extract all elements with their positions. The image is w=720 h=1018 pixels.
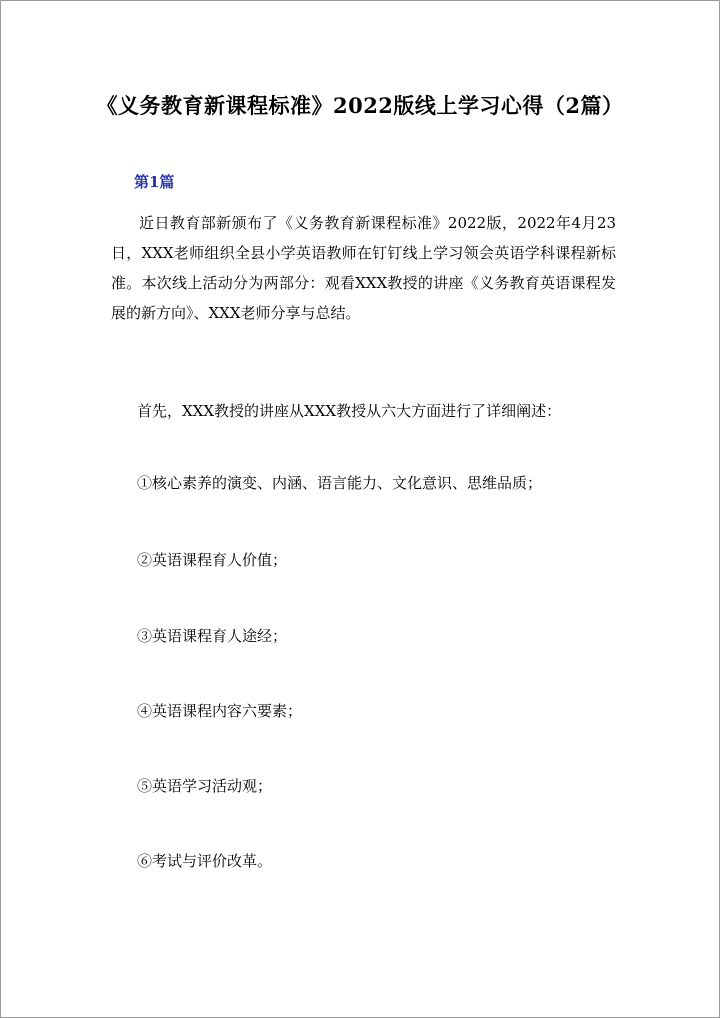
intro-paragraph: 近日教育部新颁布了《义务教育新课程标准》2022版，2022年4月23日，XXX老师组织全县小学英语教师在钉钉线上学习领会英语学科课程新标准。本次线上活动分为两部分：观看XXX教授的讲座《义务教育英语课程发展的新方向》、XXX老师分享与总结。: [111, 214, 616, 322]
list-item: ⑤英语学习活动观；: [137, 777, 273, 795]
list-item: ④英语课程内容六要素；: [137, 702, 303, 720]
list-item: ②英语课程育人价值；: [137, 551, 288, 569]
lead-paragraph: 首先，XXX教授的讲座从XXX教授从六大方面进行了详细阐述：: [137, 402, 562, 420]
list-item: ①核心素养的演变、内涵、语言能力、文化意识、思维品质；: [137, 474, 543, 492]
section-heading: 第1篇: [134, 173, 175, 191]
list-item: ③英语课程育人途经；: [137, 627, 288, 645]
list-item: ⑥考试与评价改革。: [137, 852, 273, 870]
document-title: 《义务教育新课程标准》2022版线上学习心得（2篇）: [96, 93, 624, 118]
